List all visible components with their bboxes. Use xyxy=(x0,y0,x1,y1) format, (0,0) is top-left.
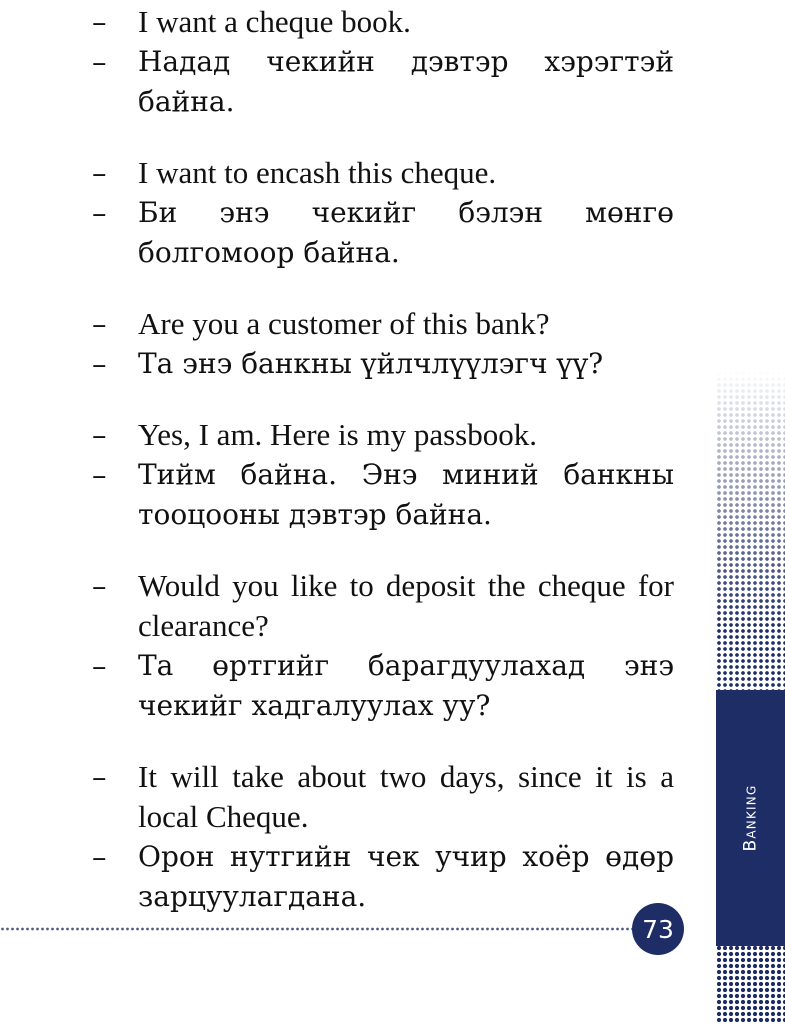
dialogue-group xyxy=(92,757,674,917)
mongolian-line: Та өртгийг барагдуулахад энэ чекийг хадгалуулах уу? xyxy=(138,649,674,722)
dash-bullet: – xyxy=(92,5,107,39)
dialogue-line xyxy=(92,455,674,535)
halftone-dots-decoration xyxy=(716,370,785,690)
dash-bullet: – xyxy=(92,760,107,794)
dialogue-line xyxy=(92,2,674,42)
dialogue-group xyxy=(92,2,674,122)
page-number-badge xyxy=(632,903,684,955)
dash-bullet: – xyxy=(92,649,107,683)
dialogue-line xyxy=(92,193,674,273)
english-line: Are you a customer of this bank? xyxy=(138,306,550,341)
english-line: Would you like to deposit the cheque for clearance? xyxy=(138,568,674,643)
section-tab-label-wrap xyxy=(716,690,785,946)
dialogue-group xyxy=(92,415,674,535)
dash-bullet: – xyxy=(92,196,107,230)
dialogue-line xyxy=(92,344,674,384)
dash-bullet: – xyxy=(92,418,107,452)
dash-bullet: – xyxy=(92,156,107,190)
dialogue-line xyxy=(92,42,674,122)
mongolian-line: Надад чекийн дэвтэр хэрэгтэй байна. xyxy=(138,45,674,118)
dialogue-line xyxy=(92,415,674,455)
section-tab-label: Banking xyxy=(740,784,761,852)
dialogue-line xyxy=(92,757,674,837)
english-line: I want to encash this cheque. xyxy=(138,155,497,190)
mongolian-line: Тийм байна. Энэ миний банкны тооцооны дэвтэр байна. xyxy=(138,458,674,531)
dialogue-group xyxy=(92,304,674,384)
dash-bullet: – xyxy=(92,840,107,874)
english-line: It will take about two days, since it is a local Cheque. xyxy=(138,759,674,834)
dotted-footer-rule xyxy=(0,926,640,932)
english-line: Yes, I am. Here is my passbook. xyxy=(138,417,537,452)
dash-bullet: – xyxy=(92,458,107,492)
dialogue-line xyxy=(92,566,674,646)
dialogue-line xyxy=(92,646,674,726)
dash-bullet: – xyxy=(92,347,107,381)
dialogue-line xyxy=(92,837,674,917)
dialogue-line xyxy=(92,304,674,344)
page-number: 73 xyxy=(642,914,674,944)
halftone-dots-decoration-bottom xyxy=(716,945,785,1024)
dialogue-group xyxy=(92,566,674,726)
mongolian-line: Би энэ чекийг бэлэн мөнгө болгомоор байна. xyxy=(138,196,674,269)
dash-bullet: – xyxy=(92,569,107,603)
dash-bullet: – xyxy=(92,307,107,341)
dialogue-line xyxy=(92,153,674,193)
mongolian-line: Та энэ банкны үйлчлүүлэгч үү? xyxy=(138,347,604,380)
english-line: I want a cheque book. xyxy=(138,4,411,39)
dash-bullet: – xyxy=(92,45,107,79)
dialogue-content xyxy=(92,0,674,948)
dialogue-group xyxy=(92,153,674,273)
mongolian-line: Орон нутгийн чек учир хоёр өдөр зарцуулагдана. xyxy=(138,840,674,913)
